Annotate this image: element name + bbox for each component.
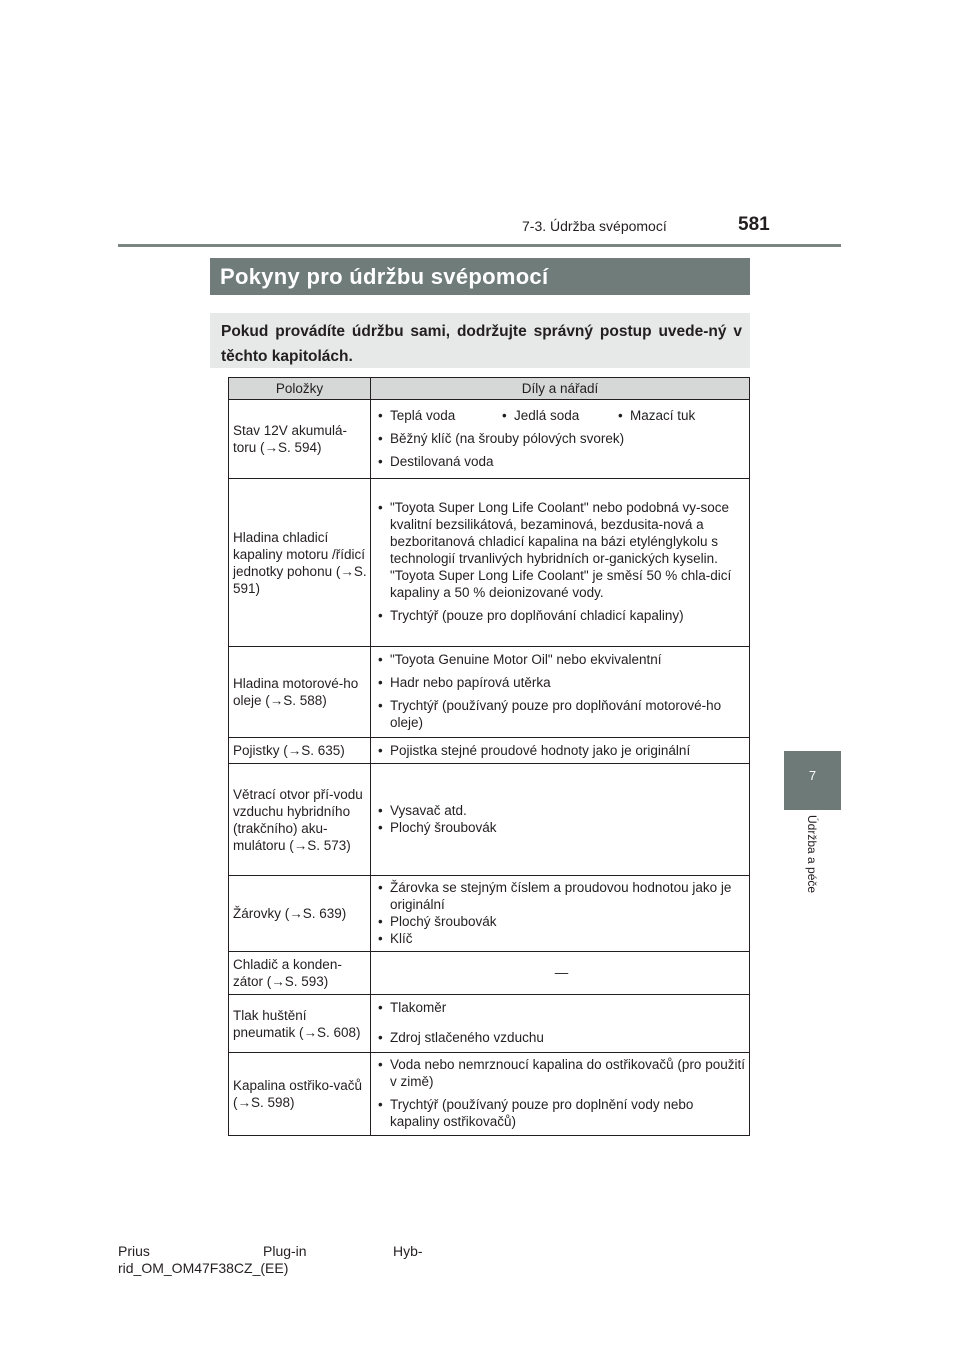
row-item: Větrací otvor pří-vodu vzduchu hybridního (trakčního) aku-mulátoru (→S. 573) [229, 764, 371, 876]
table-row [229, 479, 750, 647]
row-item: Stav 12V akumulá-toru (→S. 594) [229, 400, 371, 479]
list-item: Jedlá soda [514, 407, 580, 423]
list-item: Pojistka stejné proudové hodnoty jako je originální [390, 743, 691, 758]
row-item: Hladina motorové-ho oleje (→S. 588) [229, 647, 371, 738]
list-item: Vysavač atd. [390, 802, 467, 818]
footer-text: rid_OM_OM47F38CZ_(EE) [118, 1260, 289, 1276]
list-item: Tlakoměr [390, 1000, 447, 1015]
row-item: Tlak huštění pneumatik (→S. 608) [229, 995, 371, 1053]
row-item: Chladič a konden-zátor (→S. 593) [229, 952, 371, 995]
row-tools: • Tlakoměr • Zdroj stlačeného vzduchu [371, 995, 750, 1053]
header-rule [118, 244, 841, 247]
inline-bullets: • Teplá voda • Jedlá soda • Mazací tuk [378, 407, 696, 423]
row-item: Hladina chladicí kapaliny motoru /řídicí jednotky pohonu (→S. 591) [229, 479, 371, 647]
chapter-tab-number: 7 [808, 768, 817, 783]
chapter-tab-label: Údržba a péče [805, 815, 819, 894]
list-item: Klíč [390, 930, 413, 946]
footer-text: Prius [118, 1243, 150, 1259]
table-row [229, 738, 750, 764]
list-item: Zdroj stlačeného vzduchu [390, 1030, 544, 1045]
table-row [229, 876, 750, 952]
list-item: Destilovaná voda [390, 453, 494, 469]
list-item: Mazací tuk [630, 407, 696, 423]
list-item: Žárovka se stejným číslem a proudovou hodnotou jako je originální [390, 879, 732, 912]
maintenance-table [228, 377, 750, 1136]
list-item: Běžný klíč (na šrouby pólových svorek) [390, 430, 625, 446]
row-tools: • Vysavač atd. • Plochý šroubovák [371, 764, 750, 876]
row-tools: • Žárovka se stejným číslem a proudovou hodnotou jako je originální • Plochý šroubovák • Klíč [371, 876, 750, 952]
list-item: Hadr nebo papírová utěrka [390, 675, 551, 690]
list-item: Teplá voda [390, 407, 456, 423]
list-item: Plochý šroubovák [390, 913, 497, 929]
list-item: Plochý šroubovák [390, 819, 497, 835]
footer [118, 1243, 423, 1277]
row-tools: • "Toyota Super Long Life Coolant" nebo podobná vy-soce kvalitní bezsilikátová, bezaminová, bezdusita-nová a bezboritanová chladicí kapalina na bázi etylénglykolu s technologií trvanlivých hybridních or-ganických kyselin. "Toyota Super Long Life Coolant" je směsí 50 % chla-dicí kapaliny a 50 % deionizované vody. • Trychtýř (pouze pro doplňování chladicí kapaliny) [371, 479, 750, 647]
row-tools: • Voda nebo nemrznoucí kapalina do ostřikovačů (pro použití v zimě) • Trychtýř (používaný pouze pro doplnění vody nebo kapaliny ostřikovačů) [371, 1053, 750, 1136]
page-title: Pokyny pro údržbu svépomocí [210, 258, 750, 295]
table-row [229, 764, 750, 876]
column-header-items: Položky [229, 378, 371, 400]
row-tools: • Pojistka stejné proudové hodnoty jako je originální [371, 738, 750, 764]
footer-text: Hyb- [393, 1243, 423, 1259]
list-item: "Toyota Genuine Motor Oil" nebo ekvivalentní [390, 652, 662, 667]
table-row [229, 400, 750, 479]
row-item: Žárovky (→S. 639) [229, 876, 371, 952]
list-item: "Toyota Super Long Life Coolant" nebo podobná vy-soce kvalitní bezsilikátová, bezaminová, bezdusita-nová a bezboritanová chladicí kapalina na bázi etylénglykolu s technologií trvanlivých hybridních or-ganických kyselin. "Toyota Super Long Life Coolant" je směsí 50 % chla-dicí kapaliny a 50 % deionizované vody. [390, 500, 732, 600]
list-item: Voda nebo nemrznoucí kapalina do ostřikovačů (pro použití v zimě) [390, 1057, 745, 1089]
row-tools-none: — [371, 952, 750, 995]
page-number: 581 [738, 214, 770, 235]
row-tools: • "Toyota Genuine Motor Oil" nebo ekvivalentní • Hadr nebo papírová utěrka • Trychtýř (používaný pouze pro doplňování motorové-ho oleje) [371, 647, 750, 738]
header-section-title: 7-3. Údržba svépomocí [522, 218, 667, 234]
row-item: Pojistky (→S. 635) [229, 738, 371, 764]
list-item: Trychtýř (používaný pouze pro doplnění vody nebo kapaliny ostřikovačů) [390, 1097, 694, 1129]
table-header-row [229, 378, 750, 400]
table-row [229, 995, 750, 1053]
footer-text: Plug-in [263, 1243, 307, 1259]
table-row [229, 647, 750, 738]
intro-box: Pokud provádíte údržbu sami, dodržujte správný postup uvede-ný v těchto kapitolách. [210, 313, 750, 368]
list-item: Trychtýř (pouze pro doplňování chladicí kapaliny) [390, 608, 684, 623]
row-item: Kapalina ostřiko-vačů (→S. 598) [229, 1053, 371, 1136]
table-row [229, 1053, 750, 1136]
column-header-tools: Díly a nářadí [371, 378, 750, 400]
row-tools: • Teplá voda • Jedlá soda • Mazací tuk • Běžný klíč (na šrouby pólových svorek) • Destilovaná voda [371, 400, 750, 479]
list-item: Trychtýř (používaný pouze pro doplňování motorové-ho oleje) [390, 698, 722, 730]
table-row [229, 952, 750, 995]
